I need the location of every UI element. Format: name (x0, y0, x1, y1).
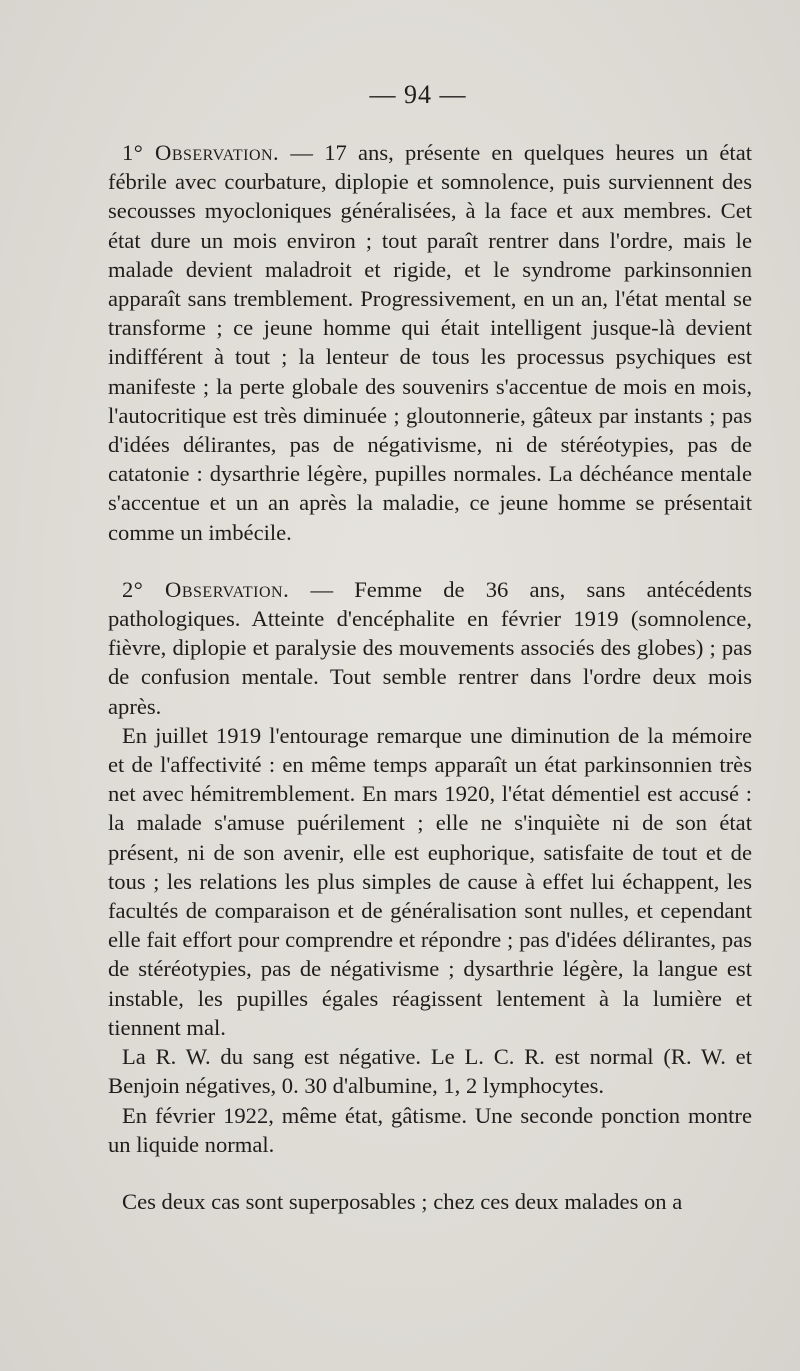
page-number: — 94 — (369, 80, 467, 109)
paragraph-gap (108, 547, 752, 575)
observation-2-heading: 2° Observation. (122, 576, 290, 602)
body-text (108, 138, 752, 1216)
closing-paragraph: Ces deux cas sont superposables ; chez ces deux malades on a (122, 1188, 683, 1214)
observation-2-paragraph (108, 575, 752, 721)
observation-2-paragraph-3: La R. W. du sang est négative. Le L. C. R. est normal (R. W. et Benjoin négatives, 0. 30 d'albumine, 1, 2 lymphocytes. (108, 1044, 752, 1099)
observation-2-paragraph-2: En juillet 1919 l'entourage remarque une diminution de la mémoire et de l'affectivité : en même temps apparaît un état parkinsonnien très net avec hémitremblement. En mars 1920, l'état démentiel est accusé : la malade s'amuse puérilement ; elle ne s'inquiète ni de son état présent, ni de son avenir, elle est euphorique, satisfaite de tout et de tous ; les relations les plus simples de cause à effet lui échappent, les facultés de comparaison et de généralisation sont nulles, et cependant elle fait effort pour comprendre et répondre ; pas d'idées délirantes, pas de stéréotypies, pas de négativisme ; dysarthrie légère, la langue est instable, les pupilles égales réagissent lentement à la lumière et tiennent mal. (108, 722, 752, 1040)
observation-1-heading: 1° Observation. (122, 140, 280, 165)
observation-1-paragraph (108, 138, 752, 547)
observation-2-text: — Femme de 36 ans, sans antécédents pathologiques. Atteinte d'encéphalite en février 1919 (somnolence, fièvre, diplopie et paralysie des mouvements associés des globes) ; pas de confusion mentale. Tout semble rentrer dans l'ordre deux mois après. (108, 576, 752, 719)
paragraph-gap (108, 1159, 752, 1187)
observation-1-text: — 17 ans, présente en quelques heures un état fébrile avec courbature, diplopie et somnolence, puis surviennent des secousses myocloniques généralisées, à la face et aux membres. Cet état dure un mois environ ; tout paraît rentrer dans l'ordre, mais le malade devient maladroit et rigide, et le syndrome parkinsonnien apparaît sans tremblement. Progressivement, en un an, l'état mental se transforme ; ce jeune homme qui était intelligent jusque-là devient indifférent à tout ; la lenteur de tous les processus psychiques est manifeste ; la perte globale des souvenirs s'accentue de mois en mois, l'autocritique est très diminuée ; gloutonnerie, gâteux par instants ; pas d'idées délirantes, pas de négativisme, ni de stéréotypies, pas de catatonie : dysarthrie légère, pupilles normales. La déchéance mentale s'accentue et un an après la maladie, ce jeune homme se présentait comme un imbécile. (108, 140, 752, 545)
observation-2-paragraph-4: En février 1922, même état, gâtisme. Une seconde ponction montre un liquide normal. (108, 1102, 752, 1157)
